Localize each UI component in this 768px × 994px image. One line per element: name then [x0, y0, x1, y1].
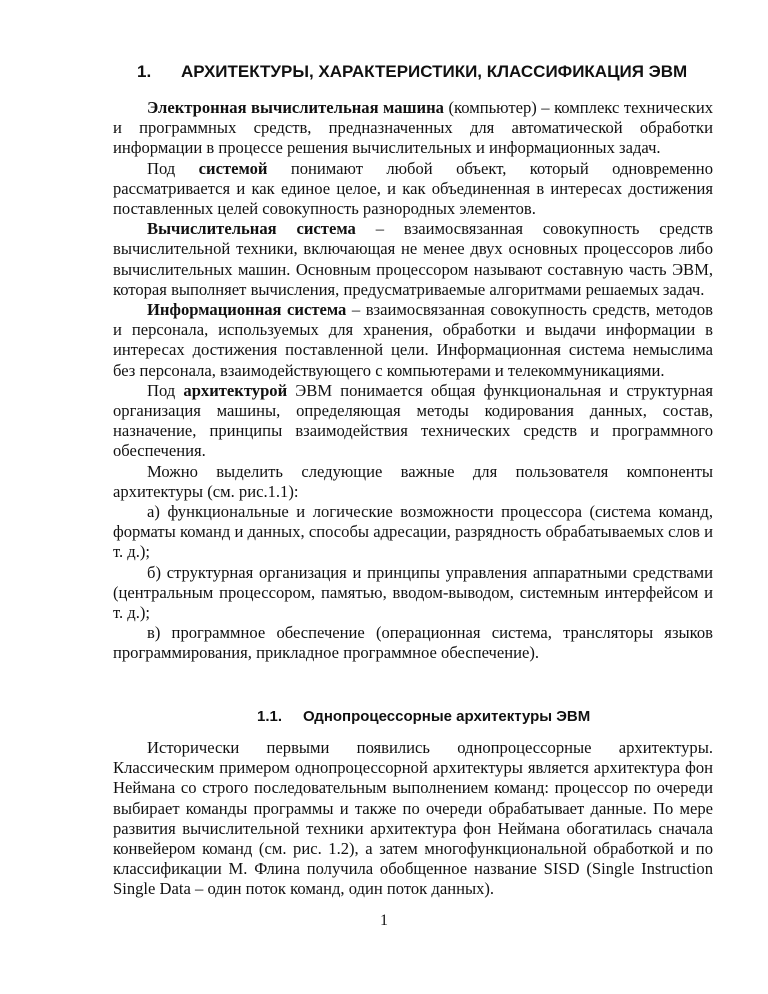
paragraph-evm	[113, 98, 713, 159]
paragraph-text: ЭВМ понимается общая функциональная и структурная организация машины, определяющая методы кодирования данных, состав, назначение, принципы взаимодействия технических средств и программного обеспечения.	[113, 380, 713, 461]
paragraph-system	[113, 159, 713, 220]
paragraph-components: Можно выделить следующие важные для пользователя компоненты архитектуры (см. рис.1.1):	[113, 461, 713, 501]
paragraph-text: понимают любой объект, который одновременно рассматривается и как единое целое, и как объединенная в интересах достижения поставленных целей совокупность разнородных элементов.	[113, 158, 713, 219]
term-architecture: архитектурой	[183, 380, 288, 400]
subsection-number: 1.1.	[257, 708, 283, 725]
term-computing-system: Вычислительная система	[147, 219, 356, 239]
term-information-system: Информационная система	[147, 300, 347, 320]
page-number: 1	[380, 912, 388, 929]
section-body	[113, 98, 713, 664]
paragraph-text: – взаимосвязанная совокупность средств, методов и персонала, используемых для хранения, обработки и выдачи информации в интересах достижения поставленной цели. Информационная система немыслима без персонала, взаимодействующего с компьютерами и телекоммуникациями.	[113, 300, 713, 380]
paragraph-text: (компьютер) – комплекс технических и программных средств, предназначенных для автоматической обработки информации в процессе решения вычислительных и информационных задач.	[113, 98, 714, 158]
list-item-c: в) программное обеспечение (операционная система, трансляторы языков программирования, прикладное программное обеспечение).	[113, 623, 713, 663]
subsection-title: Однопроцессорные архитектуры ЭВМ	[303, 708, 591, 725]
paragraph-text: – взаимосвязанная совокупность средств вычислительной техники, включающая не менее двух основных процессоров либо вычислительных машин. Основным процессором называют составную часть ЭВМ, которая выполняет вычисления, предусматриваемые алгоритмами решаемых задач.	[113, 219, 713, 299]
list-item-b: б) структурная организация и принципы управления аппаратными средствами (центральным процессором, памятью, вводом-выводом, системным интерфейсом и т. д.);	[113, 562, 713, 623]
paragraph-text: Под	[147, 158, 199, 178]
subsection-body	[113, 738, 713, 900]
paragraph-computing-system	[113, 219, 713, 300]
paragraph-information-system	[113, 300, 713, 381]
list-item-a: а) функциональные и логические возможности процессора (система команд, форматы команд и данных, способы адресации, разрядность обрабатываемых слов и т. д.);	[113, 502, 713, 562]
chapter-number: 1.	[137, 62, 152, 81]
term-evm: Электронная вычислительная машина	[147, 98, 444, 117]
paragraph-single-processor: Исторически первыми появились однопроцессорные архитектуры. Классическим примером однопроцессорной архитектуры является архитектура фон Неймана со строго последовательным выполнением команд: процессор по очереди выбирает команды программы и также по очереди обрабатывает данные. По мере развития вычислительной техники архитектура фон Неймана обогатилась сначала конвейером команд (см. рис. 1.2), а затем многофункциональной обработкой и по классификации М. Флина получила обобщенное название SISD (Single Instruction Single Data – один поток команд, один поток данных).	[113, 738, 713, 899]
paragraph-architecture	[113, 381, 713, 462]
paragraph-text: Под	[147, 380, 184, 400]
chapter-title: АРХИТЕКТУРЫ, ХАРАКТЕРИСТИКИ, КЛАССИФИКАЦИЯ ЭВМ	[181, 62, 688, 81]
term-system: системой	[198, 158, 268, 178]
